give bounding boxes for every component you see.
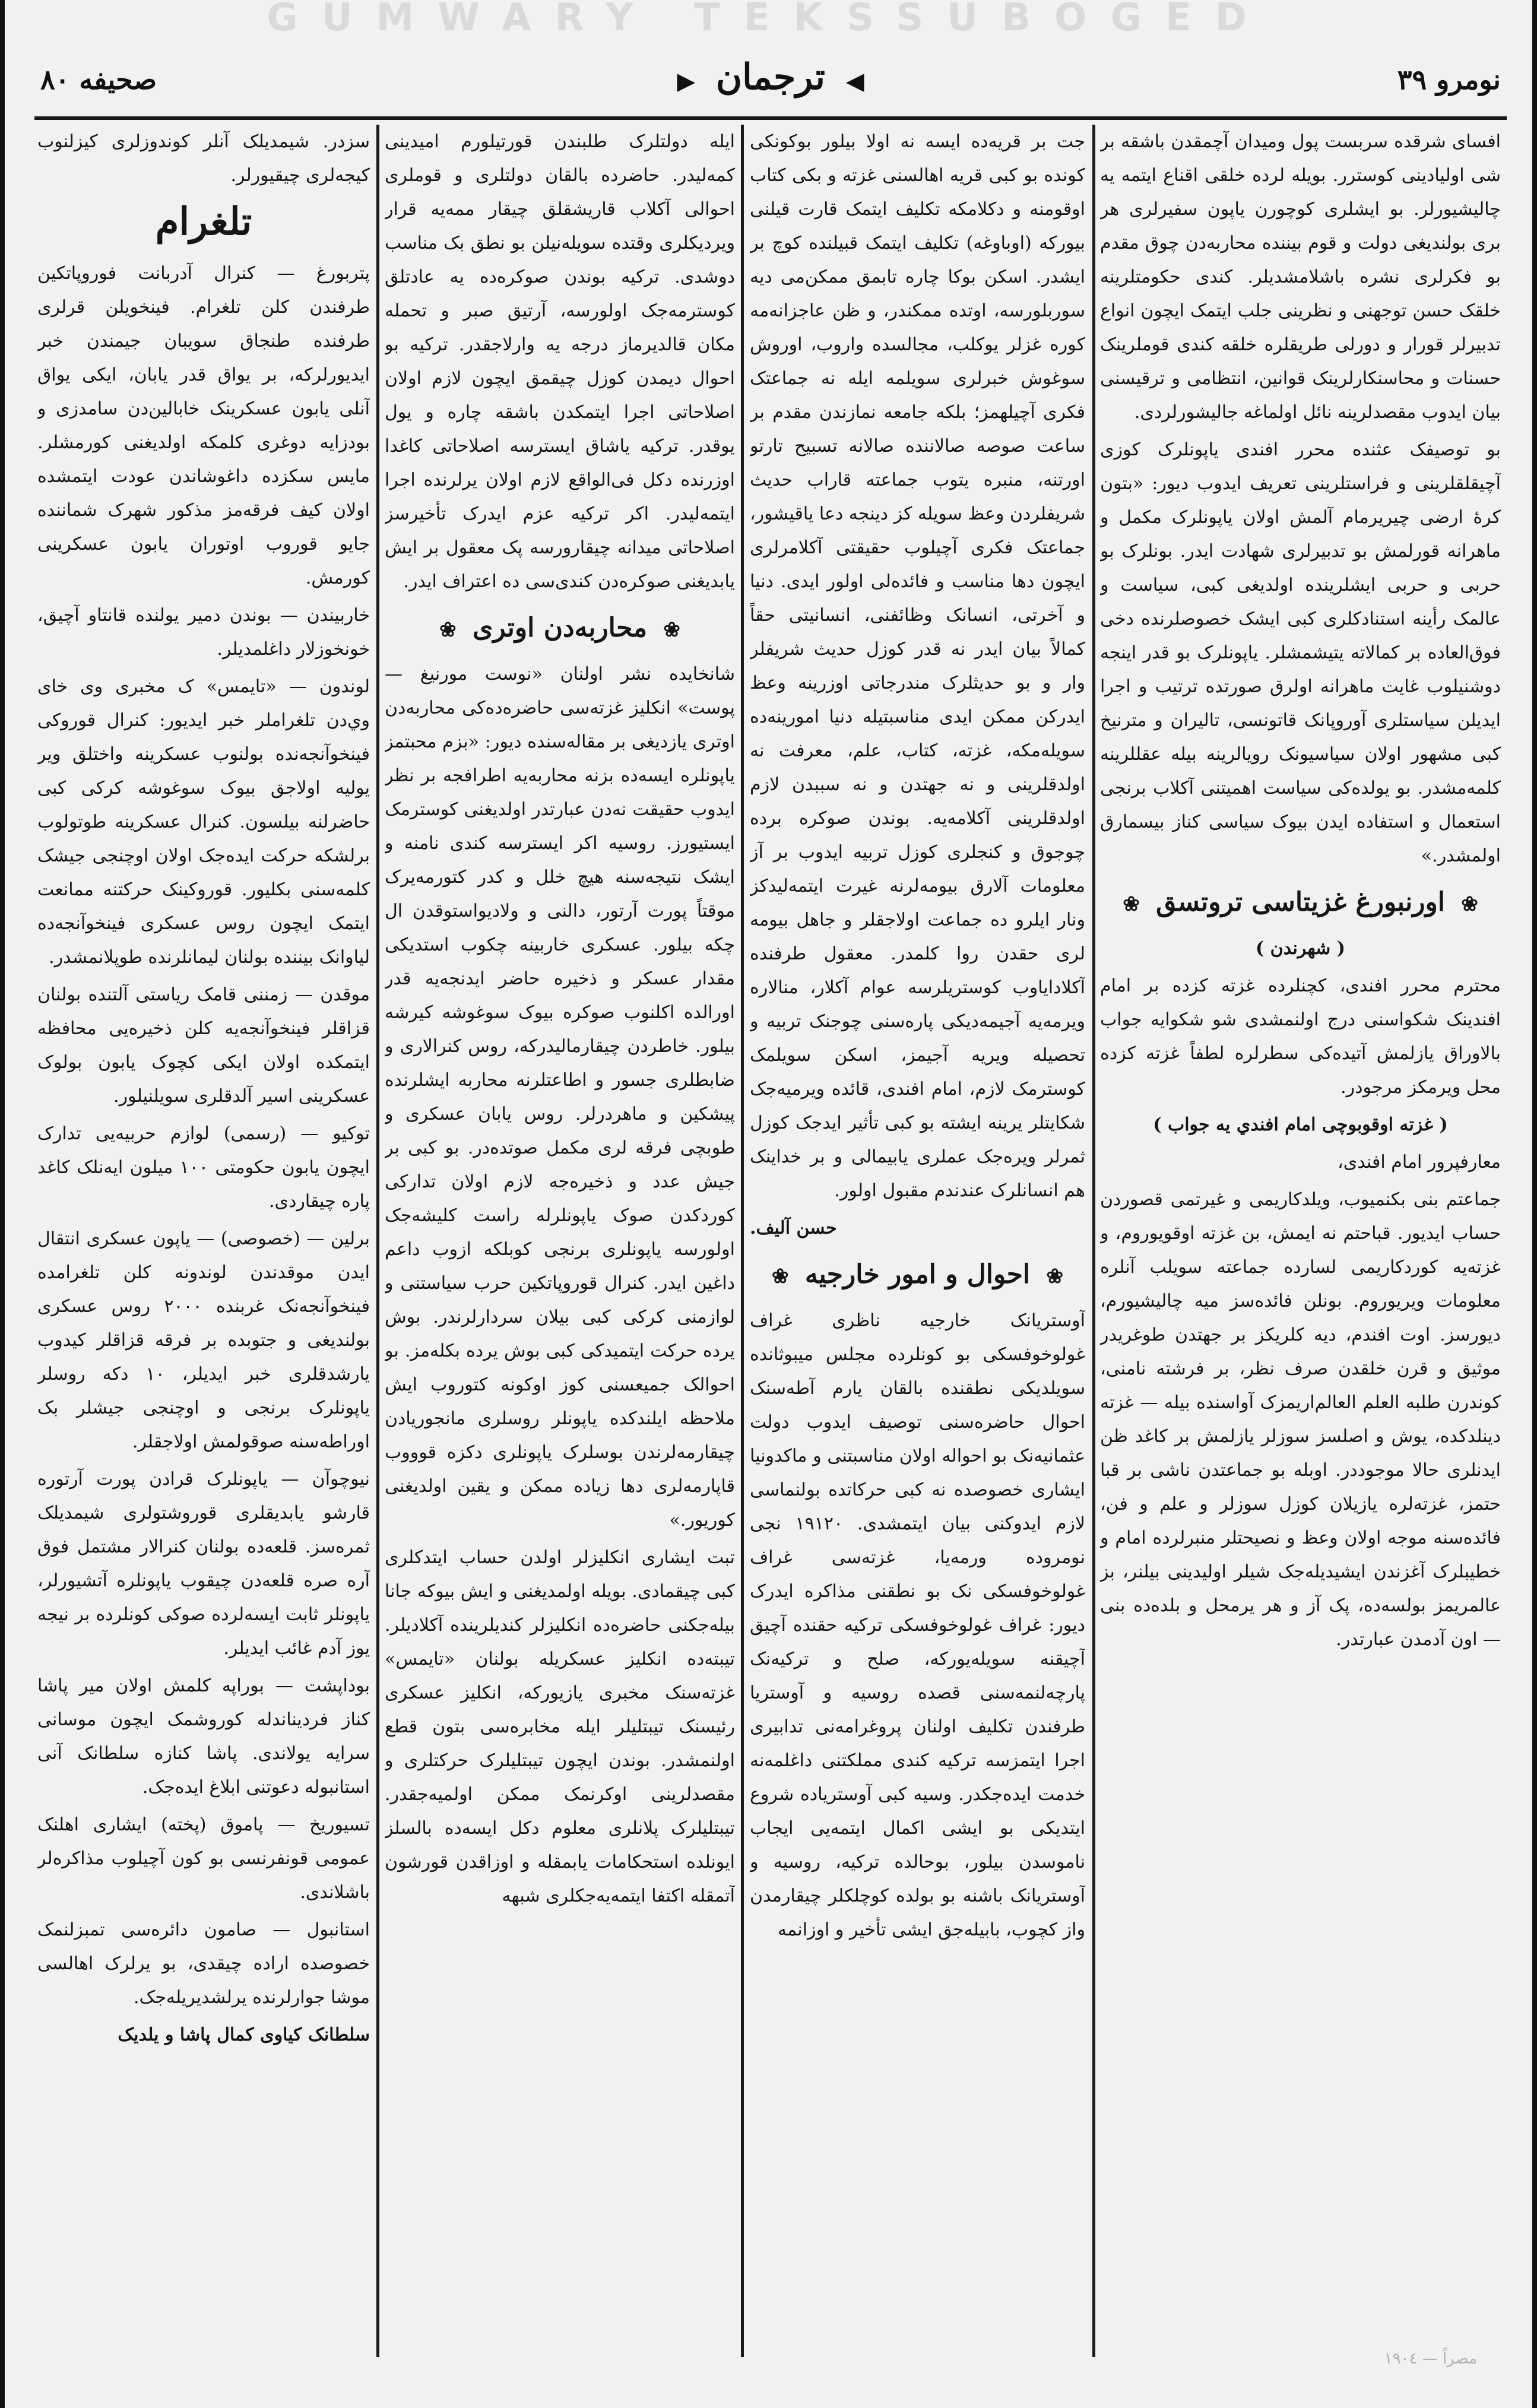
ornament-icon: ❀ [439,618,457,642]
section-heading-orenburg [1100,883,1501,923]
paragraph: آوستريانک خارجيه ناظری غراف غولوخوفسکی بو کونلرده مجلس ميبوثانده سويلديکی نطقنده بالقان يارم آطه‌سنک احوال حاضره‌سنی توصيف ايدوب دولت عثمانيه‌نک بو احواله اولان مناسبتنی و ماکدونيا ايشاری خصوصده نه کبی حرکاتده بولنماسی لازم ايدوکنی بيان ايتمشدی. ١٩١٢٠ نجی نومروده ورمه‌يا، غزته‌سی غراف غولوخوفسکی نک بو نطقنی مذاکره ايدرک ديور: غراف غولوخوفسکی ترکيه حقنده آچيق آچيقنه سويله‌يورکه، صلح و ترکيه‌نک پارچه‌لنمه‌سنی قصده روسيه و آوستريا طرفندن تکليف اولنان پروغرامه‌نی تدابيری اجرا ايتمزسه ترکيه کندی مملکتنی داغلمه‌نه خدمت ايده‌جکدر. وسيه کبی آوستريا‌ده شروع ايتديکی بو ايشی اکمال ايتمه‌يی ايجاب ناموسدن بيلور، بوحالده ترکيه، روسيه و آوستريانک باشنه بو بولده کوچلکلر چيقارمدن واز کچوب، بابيله‌جق ايشی تأخير و اوزانمه [750,1310,1085,1940]
ornament-icon: ❀ [663,618,680,642]
column-divider [376,125,379,2357]
newspaper-page [5,0,1532,2408]
telegram-item: نيوچوآن — ياپونلرک قرادن پورت آرتوره قارشو يابديقلری قوروشتولری شيمديلک ثمره‌سز. قلعه‌ده بولنان کنرالار مشتمل فوق آره صره قلعه‌دن چيقوب ياپونلره آتشيورلر، ياپونلر ثابت ايسه‌لرده صوکی کونلرده بر نيجه يوز آدم غائب ايديلر. [37,1469,370,1659]
section-subheading: ( شهرندن ) [1256,938,1345,959]
telegram-item: بوداپشت — بوراپه کلمش اولان مير پاشا کناز فرديناندله کوروشمک ايچون موسانی سرايه يولاندی. پاشا کنازه سلطانک آنی استانبوله دعوتنی ابلاغ ايده‌جک. [37,1675,370,1798]
column-2 [750,125,1085,2345]
ornament-icon: ▶ [677,67,696,95]
telegram-item: برلين — (خصوصی) — ياپون عسکری انتقال ايدن موقدندن لوندونه کلن تلغرامده فينخوآنجه‌نک غربنده ٢٠٠٠ روس عسکری بولنديغی و جتوبده بر فرقه قزاقلر کيدوب يارشدقلری خبر ايديلر، ١٠ دکه روسلر ياپونلرک برنجی و اوچنجی جيشلر بک اوراطه‌سنه صوقولمش اولاجقلر. [37,1228,370,1452]
bleed-through-masthead: GUMWARY TEKSSUBOGED [267,0,1270,36]
paragraph: جماعتم بنی بکنميوب، ويلدکاريمی و غيرتمی قصوردن حساب ايديور. قباحتم نه ايمش، بن غزته اوقويوروم، و غزته‌يه کوردکاريمی لسارده جماعته سويلب آنلره معلومات ويريوروم. بونلن فائده‌سز ميه چاليشيورم، ديورسز. اوت افندم، ديه کلريکز بر جهتدن طوغريدر موثيق و قرن خلقدن صرف نظر، بر فرشته نامنی، کوندرن طلبه‌ العلم العالم‌اريمزک آواسنده بيله — غزته دينلدکده، يوش و اصلسز سوزلر يازلمش بر کاغد ظن ايدنلری حالا موجوددر. اوبله بو جماعتدن ناشی بر قبا حتمز، غزته‌لره يازيلان کوزل سوزلر و علم و فن، فائده‌سنه موجه اولان وعظ و نصيحتلر منبرلرده امام و خطيبلرک آغزندن ايشيديله‌جک شيلر اوليدينی بيلنر، بز عالمريمز بولسه‌ده، پک آز و هر يرمحل و بلده‌ده بنی — اون آدمدن عبارتدر. [1100,1189,1501,1650]
section-heading-text: احوال و امور خارجيه [804,1259,1031,1289]
column-divider [1092,125,1095,2357]
column-1 [1100,125,1501,2345]
ornament-icon: ❀ [1123,892,1140,916]
author-signature: حسن آليف. [750,1218,837,1238]
column-divider [741,125,744,2357]
column-3 [385,125,735,2345]
paragraph: شانخايده نشر اولنان «نوست مورنيغ — پوست» انکليز غزته‌سی حاضره‌ده‌کی محاربه‌دن اوتری يازديغی بر مقاله‌سنده ديور: «بزم محبتمز ياپونلره ايسه‌ده بزنه محاربه‌يه اطرافجه بر نظر ايدوب حقيقت نه‌دن عبارتدر اولديغنی کوسترمک ايستيورز. روسيه اکر ايسترسه کندی نامنه و ايشک نتيجه‌سنه هيچ خلل و کدر کتورمه‌يرک موقتاً پورت آرتور، دالنی و ولاديواستوقدن ال چکه بيلور. عسکری خاربينه چکوب استديکی مقدار عسکر و ذخيره حاضر ايدنجه‌يه قدر اورالده اکلنوب صوکره بيوک سوغوشه کيرشه بيلور. خاطردن چيقارماليدرکه، روس کنرالاری و ضابطلری جسور و اطاعتلرنه محاربه ايشلرنده پيشکين و ماهردرلر. روس يابان عسکری و طوبچی فرقه لری مکمل صوتده‌در. بو کبی بر جيش عدد و ذخيره‌جه لازم اولان تدارکی کوردکدن صوک ياپونلرله راست کليشه‌جک اولورسه ياپونلری برنجی کوبلکه ازوب داعم داغين ايدر. کنرال قوروپاتکين حرب سياستنی و لوازمنی کرکی کبی بيلان سردارلرندر. بوش يرده حرکت ايتميدکی کبی بوش يرده بکله‌مز. بو احوالک جميعسنی کوز اوکونه کتوروب ايش ملاحظه ايلندکده ياپونلر روسلری مانجوريادن چيقارمه‌لرندن بوسلرک ياپونلری دکزه قوووب قاپارمه‌لری دها زياده ممکن و يقين اولديغنی کوريور.» [385,664,735,1531]
telegram-heading: تلغرام [155,199,252,244]
newspaper-title [652,56,889,98]
telegram-item: خاربيندن — بوندن دمير يولنده قانتاو آچيق، خونخوزلار داغلمديلر. [37,605,370,660]
column-4 [37,125,370,2345]
salutation: معارفپرور امام افندی، [1338,1152,1501,1173]
paragraph: ايله دولتلرک طلبندن قورتيلورم اميدينی کمه‌لیدر. حاضرده بالقان دولتلری و قوملری احوالی آکلاب قاريشقلق چيقار ممه‌يه قرار ويرديکلری وقتده سويله‌نيلن بو نطق بک مناسب دوشدی. ترکيه بوندن صوکره‌ده يه عادتلق کوسترمه‌جک اولورسه، آرتيق صبر و تحمله مکان قالديرماز درجه يه وارلاجقدر. ترکيه بو احوال ديمدن کوزل چيقمق ايچون لازم اولان اصلاحاتی اجرا ايتمکدن باشقه چاره و يول يوقدر. ترکيه ياشاق ايسترسه اصلاحاتی کاغدا اوزرنده دکل فی‌الواقع لازم اولان يرلرنده اجرا ايتمه‌ليدر. اکر ترکيه عزم ايدرک تأخيرسز اصلاحاتی ميدانه چيقارورسه پک معقول بر ايش يابديغنی صوکره‌دن کندی‌سی ده اعتراف ايدر. [385,131,735,592]
paragraph: جت بر قريه‌ده ايسه نه اولا بيلور بوکونکی کونده بو کبی قريه اهالسنی غزته و بکی کتاب اوقومنه و دکلامکه تکليف ايتمک قارت قيلنی بيورکه (اوباوغه) تکليف ايتمک قبيلنده کوچ بر ايشدر. اسکن بوکا چاره تابمق ممکن‌می ديه سوربلورسه، اوتده ممکندر، و ظن عاجزانه‌مه کوره غزلر يوکلب، مجالسده واروب، اوروش سوغوش خبرلری سويلمه ايله نه جماعتک فکری آچيلهمز؛ بلکه جامعه نمازندن مقدم بر ساعت صوصه صالاننده صالانه تسبيح تارتو اورتنه، منبره يتوب جماعته قاراب حديث شريفلردن وعظ سويله کز دينجه دعا ياقيشور، جماعتک فکری آچيلوب حقيقتی آکلامرلری ايچون دها مناسب و فائده‌لی اولور ايدی. دنيا و آخرتی، انسانک وظائفنی، انسانيتی حقاً کمالاً بيان ايدر نه قدر کوزل حديث شريفلر وار و بو حديثلرک مندرجاتی اوزرينه وعظ ايدرکن ممکن ايدی مناسبتيله دنيا امورينه‌ده سويله‌مکه، غزته، کتاب، علم، معرفت نه اولدقلرينی و نه جهتدن و نه سببدن لازم اولدقلرينی آکلامه‌يه. بوندن صوکره برده چوجوق و کنجلری کوزل تربيه ايدوب بر آز معلومات آلارق بيومه‌لرنه غيرت ايتمه‌ليدکز ونار ايلرو ده جماعت اولاجقلر و جاهل بيومه لری حقدن روا کلمدر. معقول طرفنده آکلاداياوب کوستريلرسه عوام آکلار، منالاره ويرمه‌يه آجيمه‌ديکی پاره‌سنی چوجنک تربيه و تحصيله ويريه آجيمز، اسکن سويلمک کوسترمک لازم، امام افندی، قائده ويرميه‌جک شکايتلر يرينه ايشته بو کبی تأثير ايدجک کوزل ثمرلر ويره‌جک عملری يابيمالی و بر خداينک هم انسانلرک عندندم مقبول اولور. [750,131,1085,1201]
ornament-icon: ◀ [845,67,864,95]
telegram-item: موقدن — زمننی قامک رياستی آلتنده بولنان قزاقلر فينخوآنجه‌يه کلن ذخيره‌يی محافظه ايتمکده اولان ايکی کچوک يابون بولوک عسکرينی اسير آلدقلری سويلنيلور. [37,984,370,1107]
ornament-icon: ❀ [1046,1265,1063,1288]
faded-stamp-text: مصراً — ١٩٠٤ [1384,2350,1477,2368]
paragraph: محترم محرر افندی، کچنلرده غزته کزده بر امام افندينک شکواسنی درج اولنمشدی شو شکوايه جواب بالاوراق يازلمش آتيده‌کی سطرلره لطفاً غزته کزده محل ويرمکز مرجودر. [1100,975,1501,1098]
paragraph: سزدر. شيمديلک آنلر کوندوزلری کيزلنوب کيجه‌لری چيقيورلر. [37,131,370,186]
letter-title: ( غزته اوقوبوچی امام افندي يه جواب ) [1153,1114,1448,1135]
paragraph: افسای شرقده سربست پول وميدان آچمقدن باشقه بر شی اوليادينی کوسترر. بويله لرده خلقی اقناع ايتمه يه چاليشيورلر. بو ايشلری کوچورن ياپون سفيرلری هر بری بولنديغی دولت و قوم بيننده محاربه‌دن چوق مقدم بو فکرلری نشره باشلامشدیلر. کندی حکومتلرينه خلقک حسن توجهنی و نظرينی جلب ايتمک ايچون انواع تدبيرلر قورار و دورلی طريقلره خلقه کندی قوملرينک حسنات و محاسنکارلرينک قوانين، انتظامی و ترقيسنی بيان ايدوب مقصدلرينه نائل اولماغه جاليشورلردی. [1100,131,1501,423]
section-heading-foreign-affairs [750,1256,1085,1295]
page-header [28,56,1513,110]
telegram-item: استانبول — صامون دائره‌سی تمبزلنمک خصوصده اراده چيقدی، بو يرلرک اهالسی موشا جوارلرنده يرلشديريله‌جک. [37,1919,370,2008]
paragraph: بو توصيفک عثنده محرر افندی ياپونلرک کوزی آچيقلقلرينی و فراستلرينی تعريف ايدوب ديور: «بتون کرهٔ ارضی چيريرمام آلمش اولان ياپونلرک مکمل و ماهرانه قورلمش بو تدبيرلری شهادت ايدر. بونلرک بو حربی و حربی ايشلرينده اولديغی کبی، سياست و عالمک رأينه استنادکلری کبی ايشک خصوصلرنده دخی فوق‌العاده بر کمالاته يتيشمشلر. ياپونلرک بو قدر اينجه دوشنيلوب غايت ماهرانه اولرق صورتده ترتيب و اجرا ايديلن سياستلری آوروپانک قاتونسی، تاليران و مترنيخ کبی مشهور اولان سياسيونک رويالرينه بيله عقللرينه کلمه‌مشدر. بو يولده‌کی سياست اهميتنی آکلاب برنجی استعمال و استفاده ايدن بيوک سياسی کناز بيسمارق اولمشدر.» [1100,439,1501,866]
section-heading-text: محاربه‌دن اوتری [472,613,648,643]
section-heading-war [385,609,735,649]
issue-number: نومرو ٣٩ [1397,64,1501,96]
telegram-item: تسيوريخ — پاموق (پخته) ايشاری اهلنک عمومی قونفرنسی بو کون آچيلوب مذاکره‌لر باشلاندی. [37,1814,370,1903]
ornament-icon: ❀ [1461,892,1478,916]
header-rule [34,116,1507,120]
section-heading-text: اورنبورغ غزيتاسی تروتسق [1156,887,1445,917]
paragraph: تبت ايشاری انکليزلر اولدن حساب ايتدکلری کبی چيقمادی. بويله اولمديغنی و ايش بيوکه جانا بيله‌جکنی حاضره‌ده انکليزلر کنديلرينده آکلاديلر. تيبته‌ده انکليز عسکريله بولنان «تايمس» غزته‌سنک مخبری يازيورکه، انکليز عسکری رئيسنک تيبتليلر ايله مخابره‌سی بتون قطع اولنمشدر. بوندن ايچون تيبتليلرک حرکتلری و مقصدلرينی اوکرنمک ممکن اولميه‌جقدر. تيبتليلرک پلانلری معلوم دکل ايسه‌ده بالسلز ايونلده استحکامات يابمقله و اوزاقدن قورشون آتمقله اکتفا ايتمه‌يه‌جکلری شبهه [385,1547,735,1906]
telegram-item: پتربورغ — کنرال آدربانت فوروپاتکين طرفندن کلن تلغرام. فينخويلن قرلری طرفنده طنجاق سويبان جيمندن خبر ايديورلرکه، بر يواق قدر يابان، ايکی يواق آنلی يابون عسکرينک خابالين‌دن سامدزی و بودزايه دوغری کلمکه اولديغنی کورمشلر. مايس سکزده داغوشاندن عودت ايتمشده اولان کيف فرقه‌مز مذکور شهرک شماننده جايو قوروب اوتوران يابون عسکرينی کورمش. [37,263,370,588]
ornament-icon: ❀ [772,1265,789,1288]
telegram-item: توکيو — (رسمی) لوازم حربيه‌يی تدارک ايچون يابون حکومتی ١٠٠ ميلون ايه‌نلک کاغد پاره چيقاردی. [37,1123,370,1212]
page-number: صحيفه ٨٠ [40,64,157,96]
telegram-item: سلطانک کياوی کمال پاشا و يلديک [118,2024,370,2045]
telegram-item: لوندون — «تايمس» ک مخبری وی خای وي‌دن تلغراملر خبر ايديور: کنرال قوروکی فينخوآنجه‌نده بولنوب عسکرينه واختلق وير يوليه اولاجق بيوک سوغوشه کرکی کبی حاضرلنه بيلسون. کنرال عسکرينه طوتولوب برلشکه حرکت ايده‌جک اولان اوچنجی جيشک کلمه‌سنی بکليور. قوروکينک حرکتنه ممانعت ايتمک ايچون روس عسکری فينخوآنجه‌ده لياوانک بيننده بولنان ليمانلرنده طوپلانمشدر. [37,676,370,968]
title-text: ترجمان [716,56,825,98]
